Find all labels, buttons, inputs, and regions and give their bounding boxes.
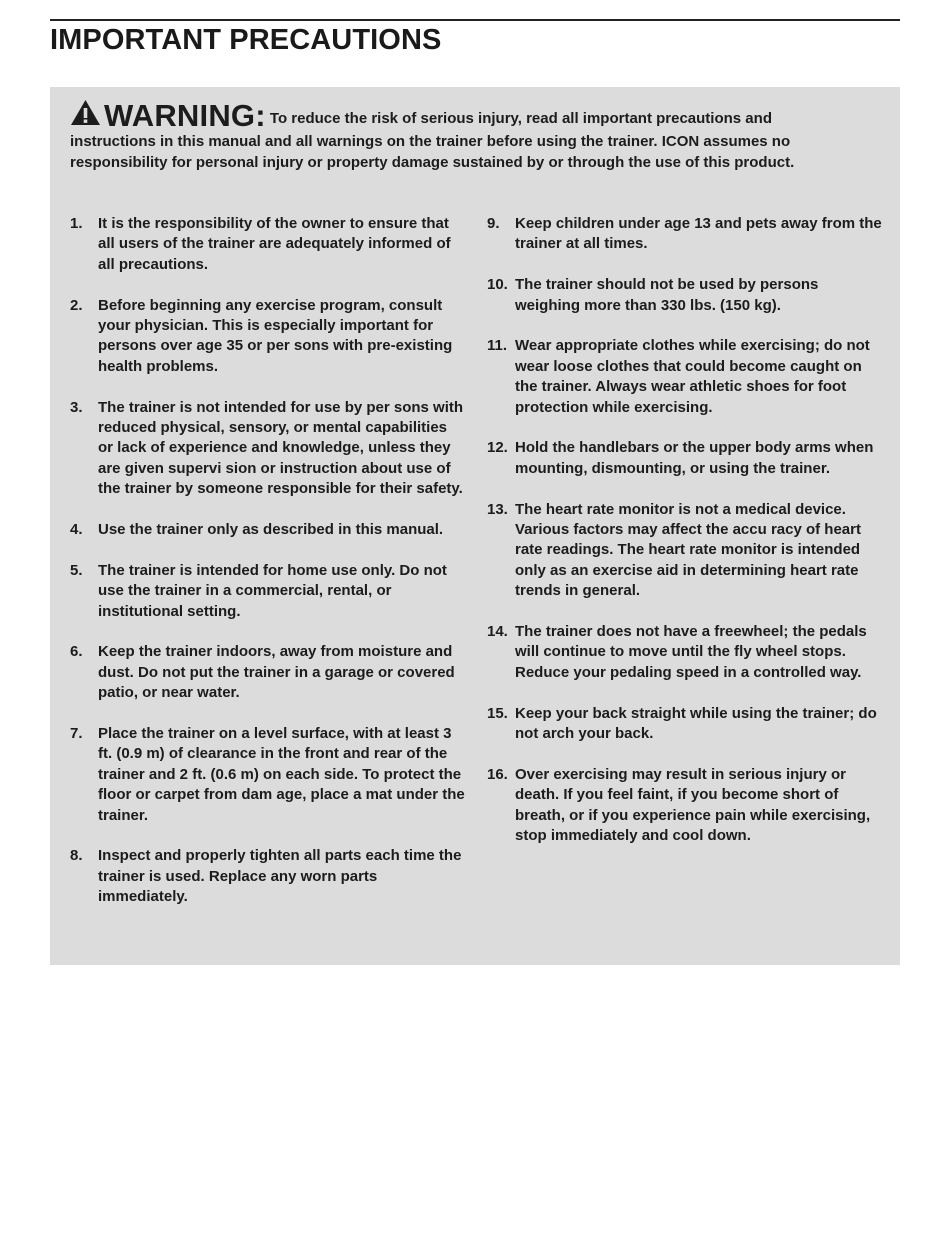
precaution-number: 4.: [70, 521, 83, 539]
page-title: IMPORTANT PRECAUTIONS: [50, 24, 442, 56]
precaution-number: 15.: [487, 704, 508, 722]
precaution-item: [487, 336, 887, 418]
precaution-item: [70, 642, 465, 703]
precaution-item: [487, 214, 887, 255]
top-divider: [50, 19, 900, 21]
precaution-number: 8.: [70, 847, 83, 865]
precaution-text: The trainer is not intended for use by per sons with reduced physical, sensory, or mental capabilities or lack of experience and knowledge, unless they are given supervi sion or instruction about use of the trainer by someone responsible for their safety.: [98, 398, 464, 498]
precaution-item: [487, 500, 887, 602]
precaution-number: 9.: [487, 215, 500, 232]
warning-triangle-icon: [70, 99, 101, 132]
precaution-item: [487, 275, 887, 316]
precaution-text: The trainer should not be used by persons weighing more than 330 lbs. (150 kg).: [515, 276, 819, 314]
precaution-number: 1.: [70, 215, 83, 232]
precaution-item: [487, 622, 887, 683]
precaution-text: Place the trainer on a level surface, with at least 3 ft. (0.9 m) of clearance in the front and rear of the trainer and 2 ft. (0.6 m) on each side. To protect the floor or carpet from dam age, place a mat under the trainer.: [98, 725, 465, 824]
precaution-number: 5.: [70, 561, 83, 579]
precaution-text: It is the responsibility of the owner to ensure that all users of the trainer are adequately informed of all precautions.: [98, 215, 451, 273]
precaution-text: Hold the handlebars or the upper body arms when mounting, dismounting, or using the trainer.: [515, 439, 874, 477]
precaution-item: [70, 846, 465, 907]
precaution-number: 11.: [487, 337, 508, 355]
precaution-number: 14.: [487, 623, 508, 641]
precaution-number: 6.: [70, 643, 83, 661]
precautions-right-column: [487, 214, 887, 867]
precaution-item: [487, 438, 887, 479]
precaution-text: Use the trainer only as described in this manual.: [98, 521, 444, 539]
precaution-item: [70, 520, 465, 540]
precaution-item: [487, 704, 887, 745]
precaution-number: 13.: [487, 500, 508, 518]
precaution-number: 12.: [487, 439, 508, 457]
precaution-text: The trainer does not have a freewheel; the pedals will continue to move until the fly wheel stops. Reduce your pedaling speed in a controlled way.: [515, 623, 867, 681]
warning-text: To reduce the risk of serious injury, read all important precautions and instructions in this manual and all warnings on the trainer before using the trainer. ICON assumes no responsibility for personal injury or property damage sustained by or through the use of this product.: [70, 110, 795, 171]
precaution-number: 7.: [70, 725, 83, 743]
precaution-text: Keep your back straight while using the trainer; do not arch your back.: [515, 704, 877, 743]
precaution-item: [70, 214, 465, 275]
precaution-item: [70, 724, 465, 826]
precaution-item: [70, 561, 465, 622]
precaution-text: The trainer is intended for home use only. Do not use the trainer in a commercial, rental, or institutional setting.: [98, 561, 447, 620]
precaution-item: [70, 398, 465, 500]
precaution-number: 3.: [70, 398, 83, 416]
precaution-text: Wear appropriate clothes while exercising; do not wear loose clothes that could become caught on the trainer. Always wear athletic shoes for foot protection while exercising.: [515, 337, 870, 416]
precaution-number: 2.: [70, 296, 83, 314]
precaution-number: 10.: [487, 276, 508, 294]
precaution-item: [487, 765, 887, 847]
precautions-left-column: [70, 214, 465, 928]
precaution-text: The heart rate monitor is not a medical device. Various factors may affect the accu racy of heart rate readings. The heart rate monitor is intended only as an exercise aid in determining heart rate trends in general.: [515, 500, 861, 600]
precaution-text: Inspect and properly tighten all parts each time the trainer is used. Replace any worn parts immediately.: [98, 847, 462, 906]
precaution-text: Before beginning any exercise program, consult your physician. This is especially important for persons over age 35 or per sons with pre-existing health problems.: [98, 296, 453, 375]
precaution-text: Keep the trainer indoors, away from moisture and dust. Do not put the trainer in a garage or covered patio, or near water.: [98, 643, 455, 702]
precaution-item: [70, 296, 465, 378]
warning-panel: [50, 87, 900, 965]
warning-heading: WARNING:: [104, 98, 266, 133]
precaution-text: Keep children under age 13 and pets away from the trainer at all times.: [515, 215, 882, 253]
precaution-number: 16.: [487, 765, 508, 783]
warning-intro: [70, 99, 850, 173]
precaution-text: Over exercising may result in serious injury or death. If you feel faint, if you become short of breath, or if you experience pain while exercising, stop immediately and cool down.: [515, 765, 871, 845]
